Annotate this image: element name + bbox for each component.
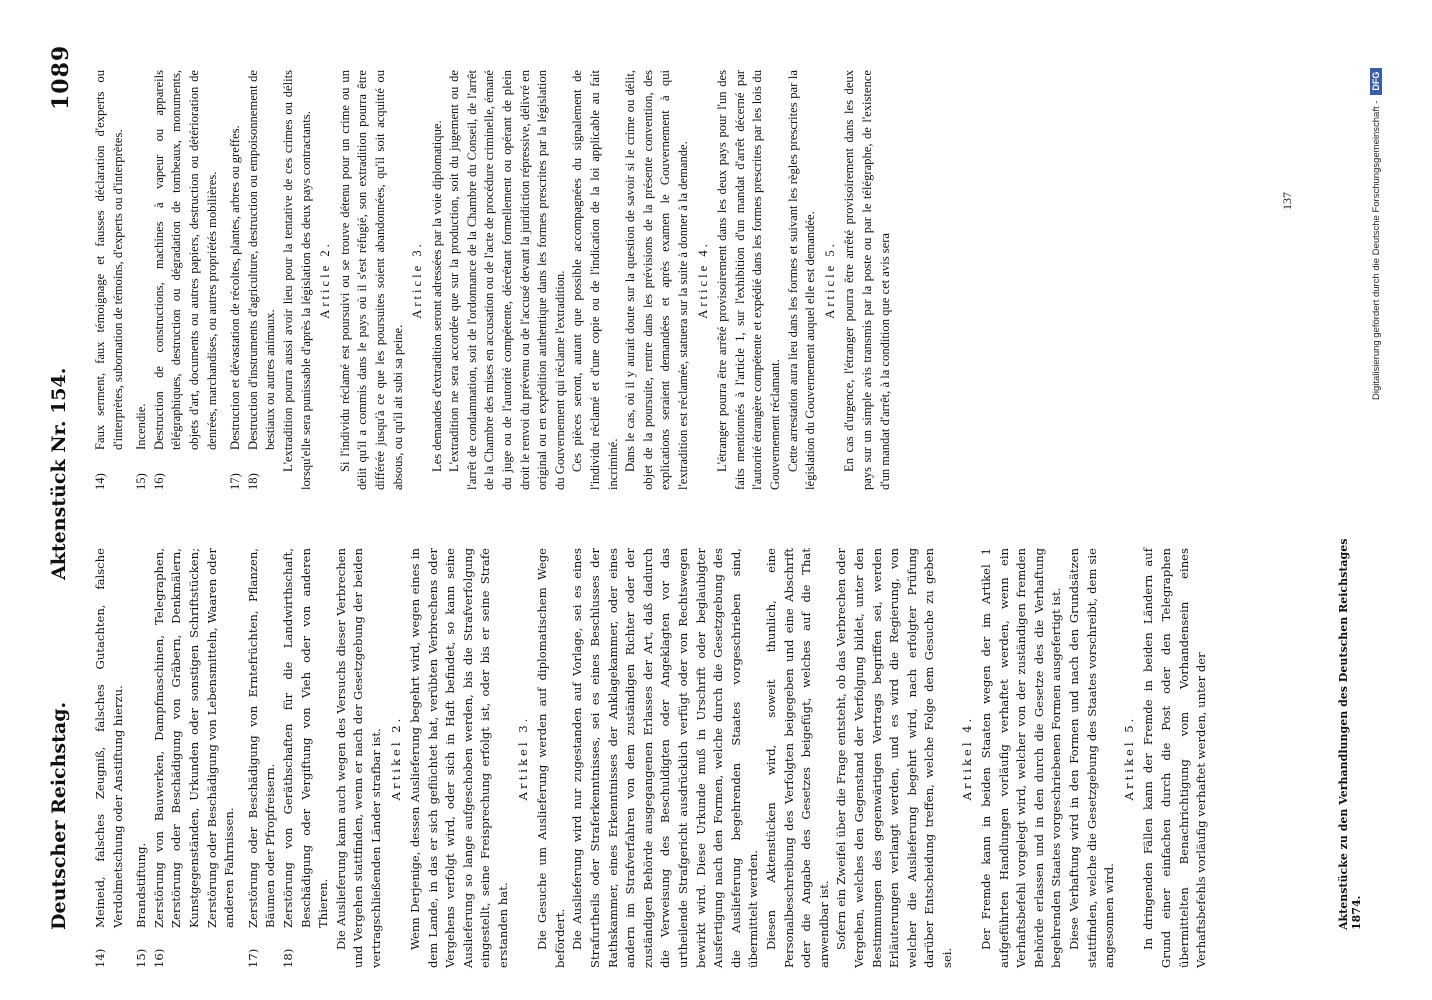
paragraph: Les demandes d'extradition seront adressées par la voie diplomatique. xyxy=(429,120,444,472)
article-heading: Article 2. xyxy=(318,241,333,319)
list-item: 16) Destruction de constructions, machines à vapeur ou appareils télégraphiques, destruction ou dégradation de tombeaux, monuments, objets d'art, documents ou autres papiers, destruction ou détérioration de denrées, marchandises, ou autres propriétés mobilières. xyxy=(151,70,219,490)
paragraph: Die Auslieferung wird nur zugestanden auf Vorlage, sei es eines Strafurtheils oder Straferkenntnisses, sei es eines Beschlusses der Rathskammer, eines Erkenntnisses der Anklagekammer, oder eines andern im Strafverfahren von dem zuständigen Richter oder der zuständigen Behörde ausgegangenen Erlasses der Art, daß dadurch die Verweisung des Beschuldigten oder Angeklagten vor das urtheilende Strafgericht ausdrücklich verfügt oder von Rechtswegen bewirkt wird. Diese Urkunde muß in Urschrift oder beglaubigter Ausfertigung nach den Formen, welche durch die Gesetzgebung des die Auslieferung begehrenden Staates vorgeschrieben sind, übermittelt werden. xyxy=(570,548,761,968)
paragraph: Dans le cas, où il y aurait doute sur la question de savoir si le crime ou délit, objet de la poursuite, rentre dans les prévisions de la présente convention, des explications seraient demandées et après examen le Gouvernement à qui l'extradition est réclamée, statuera sur la suite à donner à la demande. xyxy=(623,70,690,490)
paragraph: Diese Verhaftung wird in den Formen und nach den Grundsätzen stattfinden, welche die Gesetzgebung des Staates vorschreibt, dem sie angesonnen wird. xyxy=(1067,548,1117,968)
digitization-credit-text: Digitalisierung gefördert durch die Deutsche Forschungsgemeinschaft - xyxy=(1371,100,1382,400)
list-item: 18) Zerstörung von Geräthschaften für die Landwirthschaft, Beschädigung oder Vergiftung von Vieh oder von anderen Thieren. xyxy=(280,548,331,968)
french-text-column xyxy=(92,70,1132,490)
list-item: 14) Faux serment, faux témoignage et fausses déclaration d'experts ou d'interprètes, subornation de témoins, d'experts ou d'interprètes. xyxy=(93,70,125,490)
paragraph: En cas d'urgence, l'étranger pourra être arrêté provisoirement dans les deux pays sur un simple avis transmis par la poste ou par le télégraphe, de l'existence d'un mandat d'arrêt, à la condition que cet avis sera xyxy=(842,70,892,490)
list-item: 15) Brandstiftung. xyxy=(134,842,149,968)
paragraph: Cette arrestation aura lieu dans les formes et suivant les règles prescrites par la législation du Gouvernement auquel elle est demandée. xyxy=(785,70,818,490)
list-item: 15) Incendie. xyxy=(134,403,149,490)
paragraph: Die Gesuche um Auslieferung werden auf diplomatischem Wege befördert. xyxy=(535,548,567,968)
german-text-column xyxy=(92,548,1209,968)
page-footer-number: 137 xyxy=(1280,192,1294,210)
paragraph: Der Fremde kann in beiden Staaten wegen der im Artikel 1 aufgeführten Handlungen vorläufig verhaftet werden, wenn ein Verhaftsbefehl vorgelegt wird, welcher von der zuständigen fremden Behörde erlassen und in den durch die Gesetze des die Verhaftung begehrenden Staates vorgeschriebenen Formen ausgefertigt ist. xyxy=(979,548,1064,968)
running-header-left: Deutscher Reichstag. xyxy=(48,701,70,930)
paragraph: Diesen Aktenstücken wird, soweit thunlich, eine Personalbeschreibung des Verfolgten beigegeben und eine Abschrift oder die Angabe des Gesetzes beigefügt, welches auf die That anwendbar ist. xyxy=(763,548,831,968)
page-footer-note: Aktenstücke zu den Verhandlungen des Deutschen Reichstages 1874. xyxy=(1337,538,1363,930)
paragraph: Sofern ein Zweifel über die Frage entsteht, ob das Verbrechen oder Vergehen, welches den Gegenstand der Verfolgung bildet, unter den Bestimmungen des gegenwärtigen Vertrags begriffen sei, werden Erläuterungen verlangt werden, und es wird die Regierung, von welcher die Auslieferung begehrt wird, nach erfolgter Prüfung darüber Entscheidung treffen, welche Folge dem Gesuche zu geben sei. xyxy=(834,548,954,968)
article-heading: Article 4. xyxy=(695,241,710,319)
page-number-header: 1089 xyxy=(48,44,74,110)
article-heading: Artikel 3. xyxy=(515,715,530,801)
article-heading: Artikel 2. xyxy=(388,715,403,801)
article-heading: Artikel 5. xyxy=(1121,715,1136,801)
document-number-header: Aktenstück Nr. 154. xyxy=(48,367,70,580)
paragraph: In dringenden Fällen kann der Fremde in beiden Ländern auf Grund einer einfachen durch die Post oder den Telegraphen übermittelten Benachrichtigung vom Vorhandensein eines Verhaftsbefehls vorläufig verhaftet werden, unter der xyxy=(1141,548,1209,968)
list-item: 17) Destruction et dévastation de récoltes, plantes, arbres ou greffes. xyxy=(228,125,243,490)
article-heading: Article 5. xyxy=(822,241,837,319)
dfg-logo: DFG xyxy=(1370,68,1382,95)
paragraph: Si l'individu réclamé est poursuivi ou se trouve détenu pour un crime ou un délit qu'il a commis dans le pays où il s'est réfugié, son extradition pourra être différée jusqu'à ce que les poursuites soient abandonnées, qu'il soit acquitté ou absous, ou qu'il ait subi sa peine. xyxy=(337,70,405,490)
list-item: 17) Zerstörung oder Beschädigung von Erntefrüchten, Pflanzen, Bäumen oder Pfropfreisern. xyxy=(245,548,278,968)
digitization-credit xyxy=(1370,0,1382,400)
paragraph: L'étranger pourra être arrêté provisoirement dans les deux pays pour l'un des faits mentionnés à l'article 1, sur l'exhibition d'un mandat d'arrêt décerné par l'autorité étrangère compétente et expédié dans les formes prescrites par les lois du Gouvernement réclamant. xyxy=(715,70,782,490)
paragraph: L'extradition pourra aussi avoir lieu pour la tentative de ces crimes ou délits lorsqu'elle sera punissable d'après la législation des deux pays contractants. xyxy=(280,70,313,490)
paragraph: Die Auslieferung kann auch wegen des Versuchs dieser Verbrechen und Vergehen stattfinden, wenn er nach der Gesetzgebung der beiden vertragschließenden Länder strafbar ist. xyxy=(333,548,383,968)
list-item: 18) Destruction d'instruments d'agriculture, destruction ou empoisonnement de bestiaux ou autres animaux. xyxy=(245,70,278,490)
paragraph: L'extradition ne sera accordée que sur la production, soit du jugement ou de l'arrêt de condamnation, soit de l'ordonnance de la Chambre du Conseil, de l'arrêt de la Chambre des mises en accusation ou de l'acte de procédure criminelle, émané du juge ou de l'autorité compétente, décrétant formellement ou opérant de plein droit le renvoi du prévenu ou de l'accusé devant la juridiction répressive, délivré en original ou en expédition authentique dans les formes prescrites par la législation du Gouvernement qui réclame l'extradition. xyxy=(447,70,567,490)
list-item: 16) Zerstörung von Bauwerken, Dampfmaschinen, Telegraphen, Zerstörung oder Beschädigung von Gräbern, Denkmälern, Kunstgegenständen, Urkunden oder sonstigen Schriftstücken; Zerstörung oder Beschädigung von Lebensmitteln, Waaren oder anderen Fahrnissen. xyxy=(151,548,237,968)
article-heading: Artikel 4. xyxy=(959,715,974,801)
paragraph: Wenn Derjenige, dessen Auslieferung begehrt wird, wegen eines in dem Lande, in das er sich geflüchtet hat, verübten Verbrechens oder Vergehens verfolgt wird, oder sich in Haft befindet, so kann seine Auslieferung so lange aufgeschoben werden, bis die Strafverfolgung eingestellt, seine Freisprechung erfolgt ist, oder bis er seine Strafe erstanden hat. xyxy=(408,548,511,968)
list-item: 14) Meineid, falsches Zeugniß, falsches Gutachten, falsche Verdolmetschung oder Anstiftung hierzu. xyxy=(93,548,125,968)
paragraph: Ces pièces seront, autant que possible accompagnées du signalement de l'individu réclamé et d'une copie ou de l'indication de la loi applicable au fait incriminé. xyxy=(570,70,620,490)
article-heading: Article 3. xyxy=(410,241,425,319)
